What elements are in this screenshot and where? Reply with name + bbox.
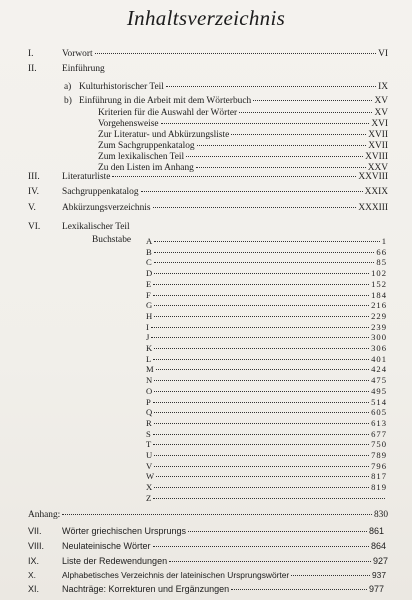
letter-index-row (146, 247, 387, 257)
entry-label: Vorwort (62, 49, 93, 59)
page-title: Inhaltsverzeichnis (126, 6, 286, 30)
leader-dots (154, 466, 369, 467)
entry-label: Lexikalischer Teil (62, 222, 130, 232)
entry-number: IV. (28, 187, 40, 197)
letter-page: 66 (376, 246, 387, 257)
entry-page: 830 (373, 510, 388, 520)
entry-page: XXVIII (358, 172, 388, 182)
entry-page: 864 (370, 541, 386, 551)
leader-dots (153, 498, 385, 499)
leader-dots (154, 348, 369, 349)
entry-page: XXV (367, 163, 388, 173)
leader-dots (154, 391, 369, 392)
leader-dots (95, 53, 377, 54)
entry-number: III. (28, 172, 40, 182)
letter-label: P (146, 396, 151, 407)
letter-page: 85 (376, 257, 387, 268)
entry-number: VII. (28, 526, 42, 536)
entry-number: I. (28, 49, 34, 59)
toc-entry-abkuerzungen (28, 203, 388, 214)
entry-number: VI. (28, 222, 41, 232)
entry-page: 861 (368, 526, 384, 536)
entry-page: XXXIII (358, 203, 388, 213)
toc-subentry-kriterien (98, 108, 388, 119)
letter-label: I (146, 321, 149, 332)
letter-label: W (146, 471, 155, 482)
letter-index-row (146, 332, 387, 342)
toc-entry-appendix-x (28, 570, 386, 581)
leader-dots (231, 589, 367, 590)
letter-label: R (146, 417, 152, 428)
entry-number: XI. (28, 584, 40, 594)
letter-page: 613 (371, 417, 387, 428)
leader-dots (153, 402, 369, 403)
toc-subentry-lexikalisch (98, 152, 388, 163)
letter-page: 306 (371, 343, 387, 353)
entry-page: XVIII (365, 152, 388, 162)
letter-page: 819 (371, 482, 387, 493)
toc-entry-appendix-ix (28, 556, 388, 567)
letter-label: X (146, 482, 153, 493)
leader-dots (197, 145, 367, 146)
letter-index-row (146, 290, 387, 300)
leader-dots (153, 359, 369, 360)
leader-dots (154, 241, 379, 242)
entry-label: Kulturhistorischer Teil (79, 82, 164, 92)
letter-page: 514 (371, 396, 387, 407)
entry-page: XXIX (364, 187, 388, 197)
leader-dots (151, 337, 369, 338)
letter-page: 817 (371, 471, 387, 482)
toc-entry-kulturhistorisch (64, 82, 388, 93)
leader-dots (62, 514, 372, 515)
letter-label: F (146, 289, 151, 300)
letter-label: Z (146, 492, 152, 503)
leader-dots (161, 123, 370, 124)
entry-page: XV (374, 108, 388, 118)
letter-page: 184 (371, 289, 387, 300)
letter-label: M (146, 364, 154, 375)
leader-dots (154, 423, 369, 424)
letter-page: 424 (371, 364, 387, 375)
leader-dots (153, 444, 369, 445)
entry-label: Neulateinische Wörter (62, 541, 151, 551)
letter-index-row (146, 354, 387, 364)
entry-label: Zum Sachgruppenkatalog (98, 141, 195, 151)
entry-label: Einführung in die Arbeit mit dem Wörterbuch (79, 96, 252, 106)
entry-label: Abkürzungsverzeichnis (62, 203, 151, 213)
letter-index-row (146, 343, 387, 353)
letter-label: C (146, 257, 152, 268)
toc-subentry-sachgruppen (98, 141, 388, 152)
letter-index-row (146, 471, 387, 481)
leader-dots (154, 455, 369, 456)
leader-dots (291, 575, 370, 576)
entry-page: IX (378, 82, 388, 92)
letter-index-row (146, 300, 387, 310)
leader-dots (156, 476, 369, 477)
letter-index-row (146, 397, 387, 407)
letter-index-row (146, 407, 387, 417)
toc-entry-appendix-vii (28, 526, 384, 537)
entry-label: Sachgruppenkatalog (62, 187, 139, 197)
letter-page: 750 (371, 439, 387, 450)
entry-page: XV (374, 96, 388, 106)
entry-page: 937 (372, 570, 386, 580)
letter-page: 495 (371, 385, 387, 396)
letter-label: S (146, 428, 151, 439)
leader-dots (154, 412, 369, 413)
entry-label: Zur Literatur- und Abkürzungsliste (98, 130, 230, 140)
letter-label: H (146, 310, 153, 321)
letter-label: G (146, 300, 153, 311)
letter-page: 1 (381, 236, 387, 246)
letter-label: A (146, 236, 153, 246)
letter-index-row (146, 364, 387, 374)
toc-entry-anhang (28, 510, 388, 521)
leader-dots (151, 327, 369, 328)
letter-index-row (146, 386, 387, 396)
entry-label: Zu den Listen im Anhang (98, 163, 194, 173)
letter-index-row (146, 311, 387, 321)
leader-dots (153, 284, 369, 285)
toc-entry-sachgruppenkatalog (28, 187, 388, 198)
leader-dots (188, 531, 367, 532)
leader-dots (154, 273, 369, 274)
letter-page: 300 (371, 332, 387, 343)
leader-dots (154, 252, 375, 253)
toc-entry-appendix-viii (28, 541, 386, 552)
leader-dots (153, 546, 369, 547)
letter-page: 796 (371, 460, 387, 471)
toc-entry-lexikalischer-teil (28, 222, 388, 233)
letter-label: T (146, 439, 152, 450)
entry-number: X. (28, 570, 36, 580)
leader-dots (196, 167, 366, 168)
letter-label: U (146, 450, 153, 460)
leader-dots (154, 305, 369, 306)
entry-label: Vorgehensweise (98, 119, 159, 129)
entry-number: b) (64, 96, 72, 106)
entry-label: Kriterien für die Auswahl der Wörter (98, 108, 238, 118)
entry-number: VIII. (28, 541, 45, 551)
letter-page: 229 (371, 310, 387, 321)
letter-index-row (146, 493, 387, 503)
leader-dots (186, 156, 363, 157)
leader-dots (154, 487, 369, 488)
letter-label: Q (146, 407, 153, 418)
letter-index-row (146, 482, 387, 492)
toc-entry-einfuehrung (28, 64, 388, 75)
entry-page: 977 (368, 584, 384, 594)
letter-page: 102 (371, 268, 387, 279)
letter-page: 239 (371, 321, 387, 332)
letter-index-row (146, 375, 387, 385)
entry-label: Wörter griechischen Ursprungs (62, 526, 187, 536)
leader-dots (153, 434, 369, 435)
toc-subentry-vorgehensweise (98, 119, 388, 130)
leader-dots (153, 295, 369, 296)
letter-page: 152 (371, 278, 387, 289)
entry-label: Alphabetisches Verzeichnis der lateinischen Ursprungswörter (62, 570, 290, 580)
letter-label: B (146, 246, 152, 257)
letter-page: 475 (371, 375, 387, 386)
leader-dots (169, 561, 371, 562)
letter-index-row (146, 257, 387, 267)
leader-dots (166, 86, 376, 87)
entry-number: IX. (28, 556, 40, 566)
entry-page: XVI (371, 119, 388, 129)
entry-page: VI (378, 49, 388, 59)
leader-dots (154, 316, 369, 317)
leader-dots (154, 380, 369, 381)
letter-label: O (146, 385, 153, 396)
letter-page: 401 (371, 353, 387, 364)
entry-label: Nachträge: Korrekturen und Ergänzungen (62, 584, 230, 594)
letter-index-row (146, 322, 387, 332)
letter-index-row (146, 418, 387, 428)
entry-page: XVII (368, 130, 388, 140)
letter-label: N (146, 375, 153, 386)
leader-dots (141, 191, 363, 192)
entry-page: 927 (372, 556, 388, 566)
entry-label: Anhang: (28, 510, 61, 520)
letter-index-row (146, 439, 387, 449)
letter-label: D (146, 268, 153, 279)
letter-page: 216 (371, 300, 387, 311)
letter-index-row (146, 236, 387, 246)
leader-dots (239, 112, 372, 113)
letter-index-row (146, 461, 387, 471)
entry-page: XVII (368, 141, 388, 151)
letter-index-row (146, 429, 387, 439)
letter-index-row (146, 268, 387, 278)
letter-label: K (146, 343, 153, 353)
toc-subentry-literatur (98, 130, 388, 141)
letter-label: J (146, 332, 150, 343)
entry-number: II. (28, 64, 37, 74)
leader-dots (112, 176, 356, 177)
letter-page: 677 (371, 428, 387, 439)
entry-number: a) (64, 82, 72, 92)
letter-label: L (146, 353, 152, 364)
leader-dots (156, 369, 369, 370)
buchstabe-label: Buchstabe (92, 235, 132, 245)
entry-label: Literaturliste (62, 172, 111, 182)
leader-dots (231, 134, 366, 135)
toc-entry-literaturliste (28, 172, 388, 183)
entry-label: Liste der Redewendungen (62, 556, 168, 566)
letter-index-row (146, 279, 387, 289)
leader-dots (253, 100, 372, 101)
toc-entry-appendix-xi (28, 584, 384, 595)
entry-label: Einführung (62, 64, 105, 74)
entry-number: V. (28, 203, 36, 213)
leader-dots (153, 207, 357, 208)
letter-label: E (146, 278, 152, 289)
letter-label: V (146, 460, 153, 471)
entry-label: Zum lexikalischen Teil (98, 152, 185, 162)
letter-page: 789 (371, 450, 387, 460)
letter-page: 605 (371, 407, 387, 418)
leader-dots (154, 262, 375, 263)
toc-entry-vorwort (28, 49, 388, 60)
toc-entry-einfuehrung-arbeit (64, 96, 388, 107)
letter-index-row (146, 450, 387, 460)
